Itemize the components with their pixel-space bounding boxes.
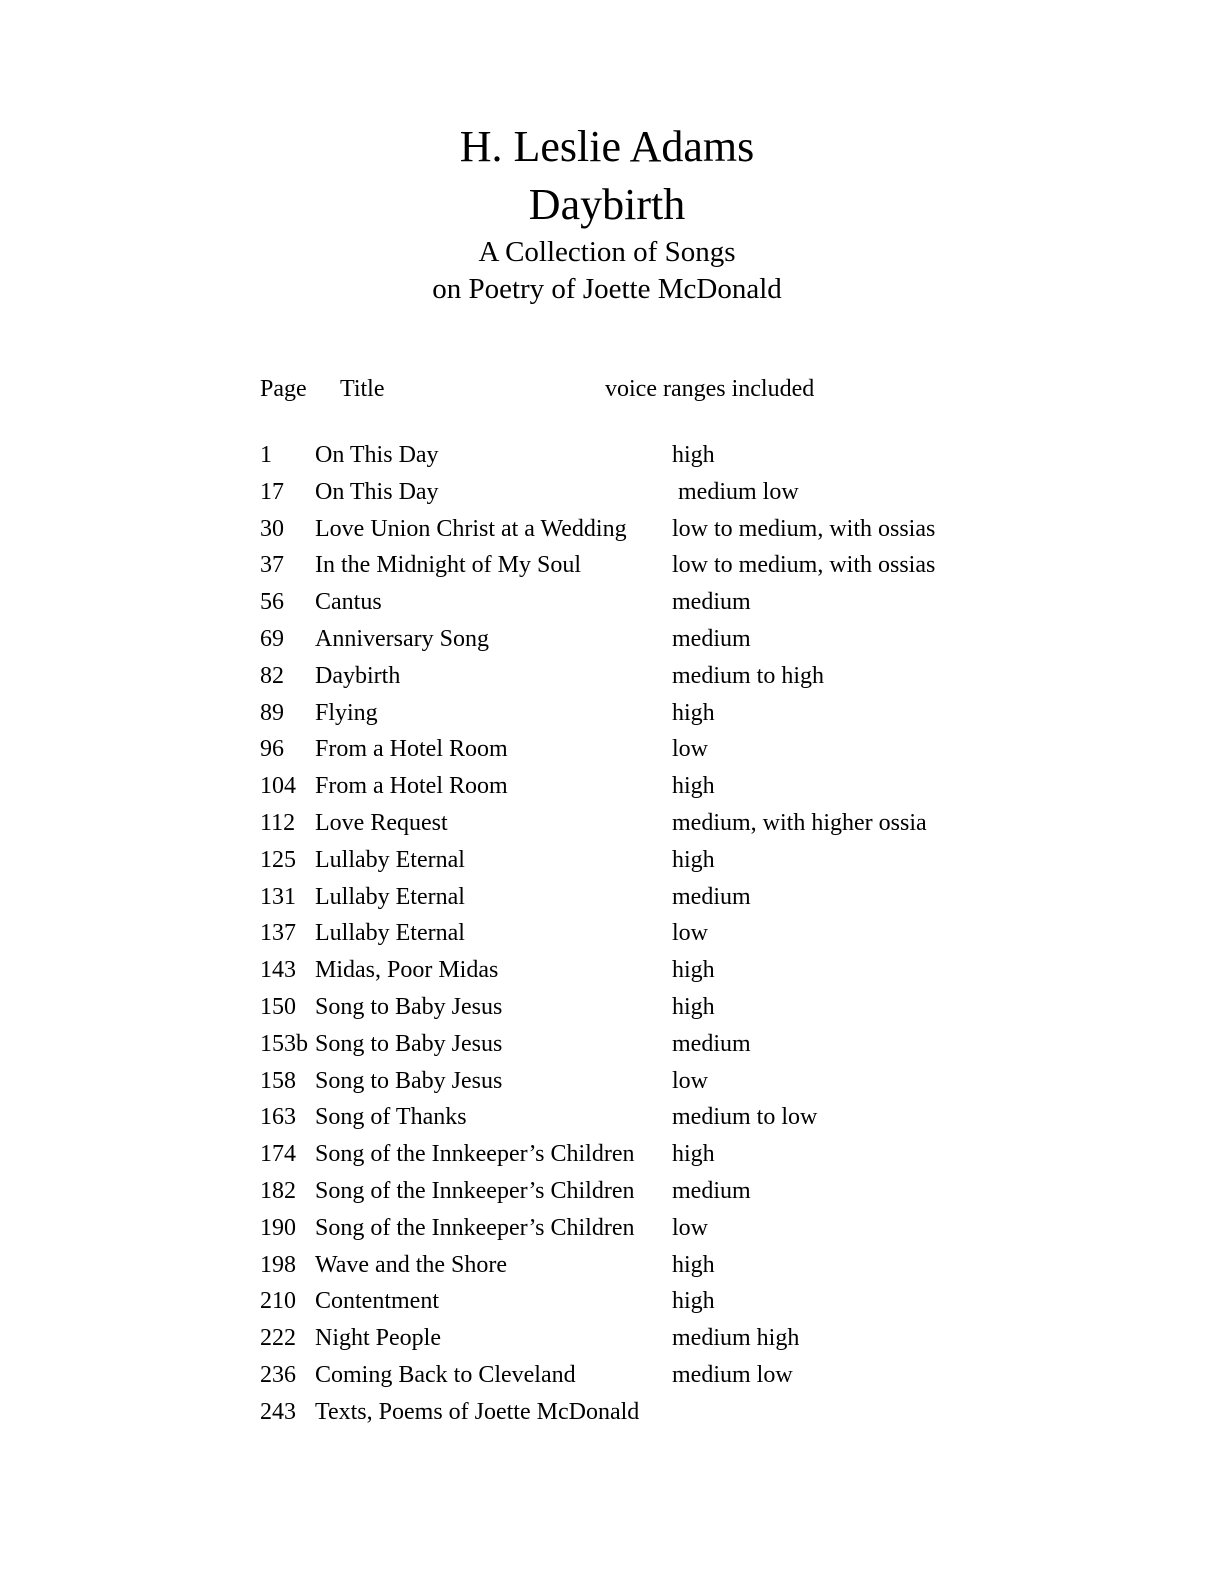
toc-row (260, 1283, 1020, 1320)
toc-voice-range: medium (672, 625, 751, 652)
toc-song-title: Night People (315, 1325, 441, 1352)
toc-song-title: From a Hotel Room (315, 736, 508, 763)
toc-voice-range: medium low (672, 478, 799, 505)
toc-row (260, 952, 1020, 989)
toc-page-number: 158 (260, 1067, 296, 1094)
toc-song-title: From a Hotel Room (315, 773, 508, 800)
toc-voice-range: high (672, 1141, 715, 1168)
toc-song-title: Song of Thanks (315, 1104, 467, 1131)
toc-voice-range: medium (672, 1177, 751, 1204)
document-subtitle-1: A Collection of Songs (478, 236, 736, 268)
toc-row (260, 474, 1020, 511)
toc-voice-range: medium high (672, 1325, 800, 1352)
toc-page-number: 236 (260, 1361, 296, 1388)
toc-song-title: Song of the Innkeeper’s Children (315, 1177, 635, 1204)
toc-page-number: 174 (260, 1141, 296, 1168)
toc-song-title: Daybirth (315, 662, 401, 689)
toc-row (260, 437, 1020, 474)
toc-voice-range: medium to low (672, 1104, 818, 1131)
toc-page-number: 82 (260, 662, 284, 689)
toc-row (260, 658, 1020, 695)
toc-page-number: 131 (260, 883, 296, 910)
toc-voice-range: high (672, 1288, 715, 1315)
toc-page-number: 56 (260, 589, 284, 616)
document-title: Daybirth (528, 180, 686, 229)
toc-song-title: Coming Back to Cleveland (315, 1361, 576, 1388)
toc-voice-range: low to medium, with ossias (672, 515, 936, 542)
toc-song-title: Lullaby Eternal (315, 883, 465, 910)
toc-page-number: 182 (260, 1177, 296, 1204)
toc-page-number: 30 (260, 515, 284, 542)
table-of-contents (260, 437, 1020, 1431)
toc-header-voice-range: voice ranges included (605, 376, 815, 402)
toc-row (260, 731, 1020, 768)
toc-row (260, 1136, 1020, 1173)
toc-header-page: Page (260, 376, 307, 402)
toc-row (260, 1099, 1020, 1136)
toc-page-number: 69 (260, 625, 284, 652)
toc-page-number: 190 (260, 1214, 296, 1241)
toc-row (260, 695, 1020, 732)
toc-voice-range: low (672, 1067, 708, 1094)
toc-row (260, 511, 1020, 548)
toc-song-title: On This Day (315, 442, 439, 468)
toc-voice-range: low (672, 736, 708, 763)
toc-page-number: 222 (260, 1325, 296, 1352)
toc-header-title: Title (340, 376, 385, 402)
toc-song-title: Lullaby Eternal (315, 920, 465, 947)
toc-voice-range: high (672, 957, 715, 984)
toc-row (260, 1026, 1020, 1063)
toc-page-number: 96 (260, 736, 284, 763)
toc-row (260, 879, 1020, 916)
toc-page-number: 198 (260, 1251, 296, 1278)
toc-row (260, 1320, 1020, 1357)
toc-song-title: Midas, Poor Midas (315, 957, 499, 984)
toc-page-number: 137 (260, 920, 296, 947)
toc-row (260, 842, 1020, 879)
toc-song-title: Contentment (315, 1288, 439, 1315)
toc-row (260, 1063, 1020, 1100)
toc-song-title: Anniversary Song (315, 625, 489, 652)
toc-song-title: Song of the Innkeeper’s Children (315, 1214, 635, 1241)
toc-song-title: Flying (315, 699, 378, 726)
toc-voice-range: high (672, 1251, 715, 1278)
toc-page-number: 37 (260, 552, 284, 579)
toc-song-title: Song to Baby Jesus (315, 993, 503, 1020)
document-subtitle-2: on Poetry of Joette McDonald (432, 273, 782, 305)
toc-song-title: Song to Baby Jesus (315, 1067, 503, 1094)
toc-page-number: 1 (260, 442, 272, 468)
toc-song-title: Love Union Christ at a Wedding (315, 515, 627, 542)
document-author: H. Leslie Adams (459, 122, 755, 171)
toc-song-title: Love Request (315, 809, 448, 836)
toc-page-number: 89 (260, 699, 284, 726)
toc-voice-range: medium to high (672, 662, 824, 689)
toc-song-title: In the Midnight of My Soul (315, 552, 582, 579)
toc-page-number: 163 (260, 1104, 296, 1131)
toc-row (260, 915, 1020, 952)
toc-row (260, 584, 1020, 621)
toc-page-number: 17 (260, 478, 284, 505)
toc-page-number: 150 (260, 993, 296, 1020)
toc-song-title: Cantus (315, 589, 382, 616)
toc-voice-range: medium, with higher ossia (672, 809, 927, 836)
toc-page-number: 125 (260, 846, 296, 873)
toc-page-number: 104 (260, 773, 296, 800)
toc-voice-range: medium (672, 589, 751, 616)
toc-page-number: 153b (260, 1030, 308, 1057)
toc-voice-range: low (672, 1214, 708, 1241)
toc-song-title: Song of the Innkeeper’s Children (315, 1141, 635, 1168)
toc-voice-range: high (672, 993, 715, 1020)
toc-row (260, 1247, 1020, 1284)
toc-row (260, 1394, 1020, 1431)
toc-voice-range: high (672, 699, 715, 726)
toc-voice-range: high (672, 442, 715, 468)
toc-page-number: 210 (260, 1288, 296, 1315)
toc-voice-range: high (672, 773, 715, 800)
toc-voice-range: low (672, 920, 708, 947)
toc-row (260, 805, 1020, 842)
toc-row (260, 768, 1020, 805)
toc-song-title: Wave and the Shore (315, 1251, 507, 1278)
toc-voice-range: medium (672, 1030, 751, 1057)
toc-page-number: 243 (260, 1398, 296, 1425)
toc-song-title: On This Day (315, 478, 439, 505)
toc-page-number: 143 (260, 957, 296, 984)
toc-row (260, 1173, 1020, 1210)
toc-row (260, 1210, 1020, 1247)
toc-voice-range: medium (672, 883, 751, 910)
toc-song-title: Song to Baby Jesus (315, 1030, 503, 1057)
toc-voice-range: medium low (672, 1361, 793, 1388)
toc-voice-range: low to medium, with ossias (672, 552, 936, 579)
toc-page-number: 112 (260, 809, 296, 836)
toc-song-title: Texts, Poems of Joette McDonald (315, 1398, 640, 1425)
title-block (0, 118, 1214, 308)
toc-voice-range: high (672, 846, 715, 873)
toc-row (260, 1357, 1020, 1394)
toc-row (260, 547, 1020, 584)
toc-row (260, 621, 1020, 658)
toc-song-title: Lullaby Eternal (315, 846, 465, 873)
toc-row (260, 989, 1020, 1026)
